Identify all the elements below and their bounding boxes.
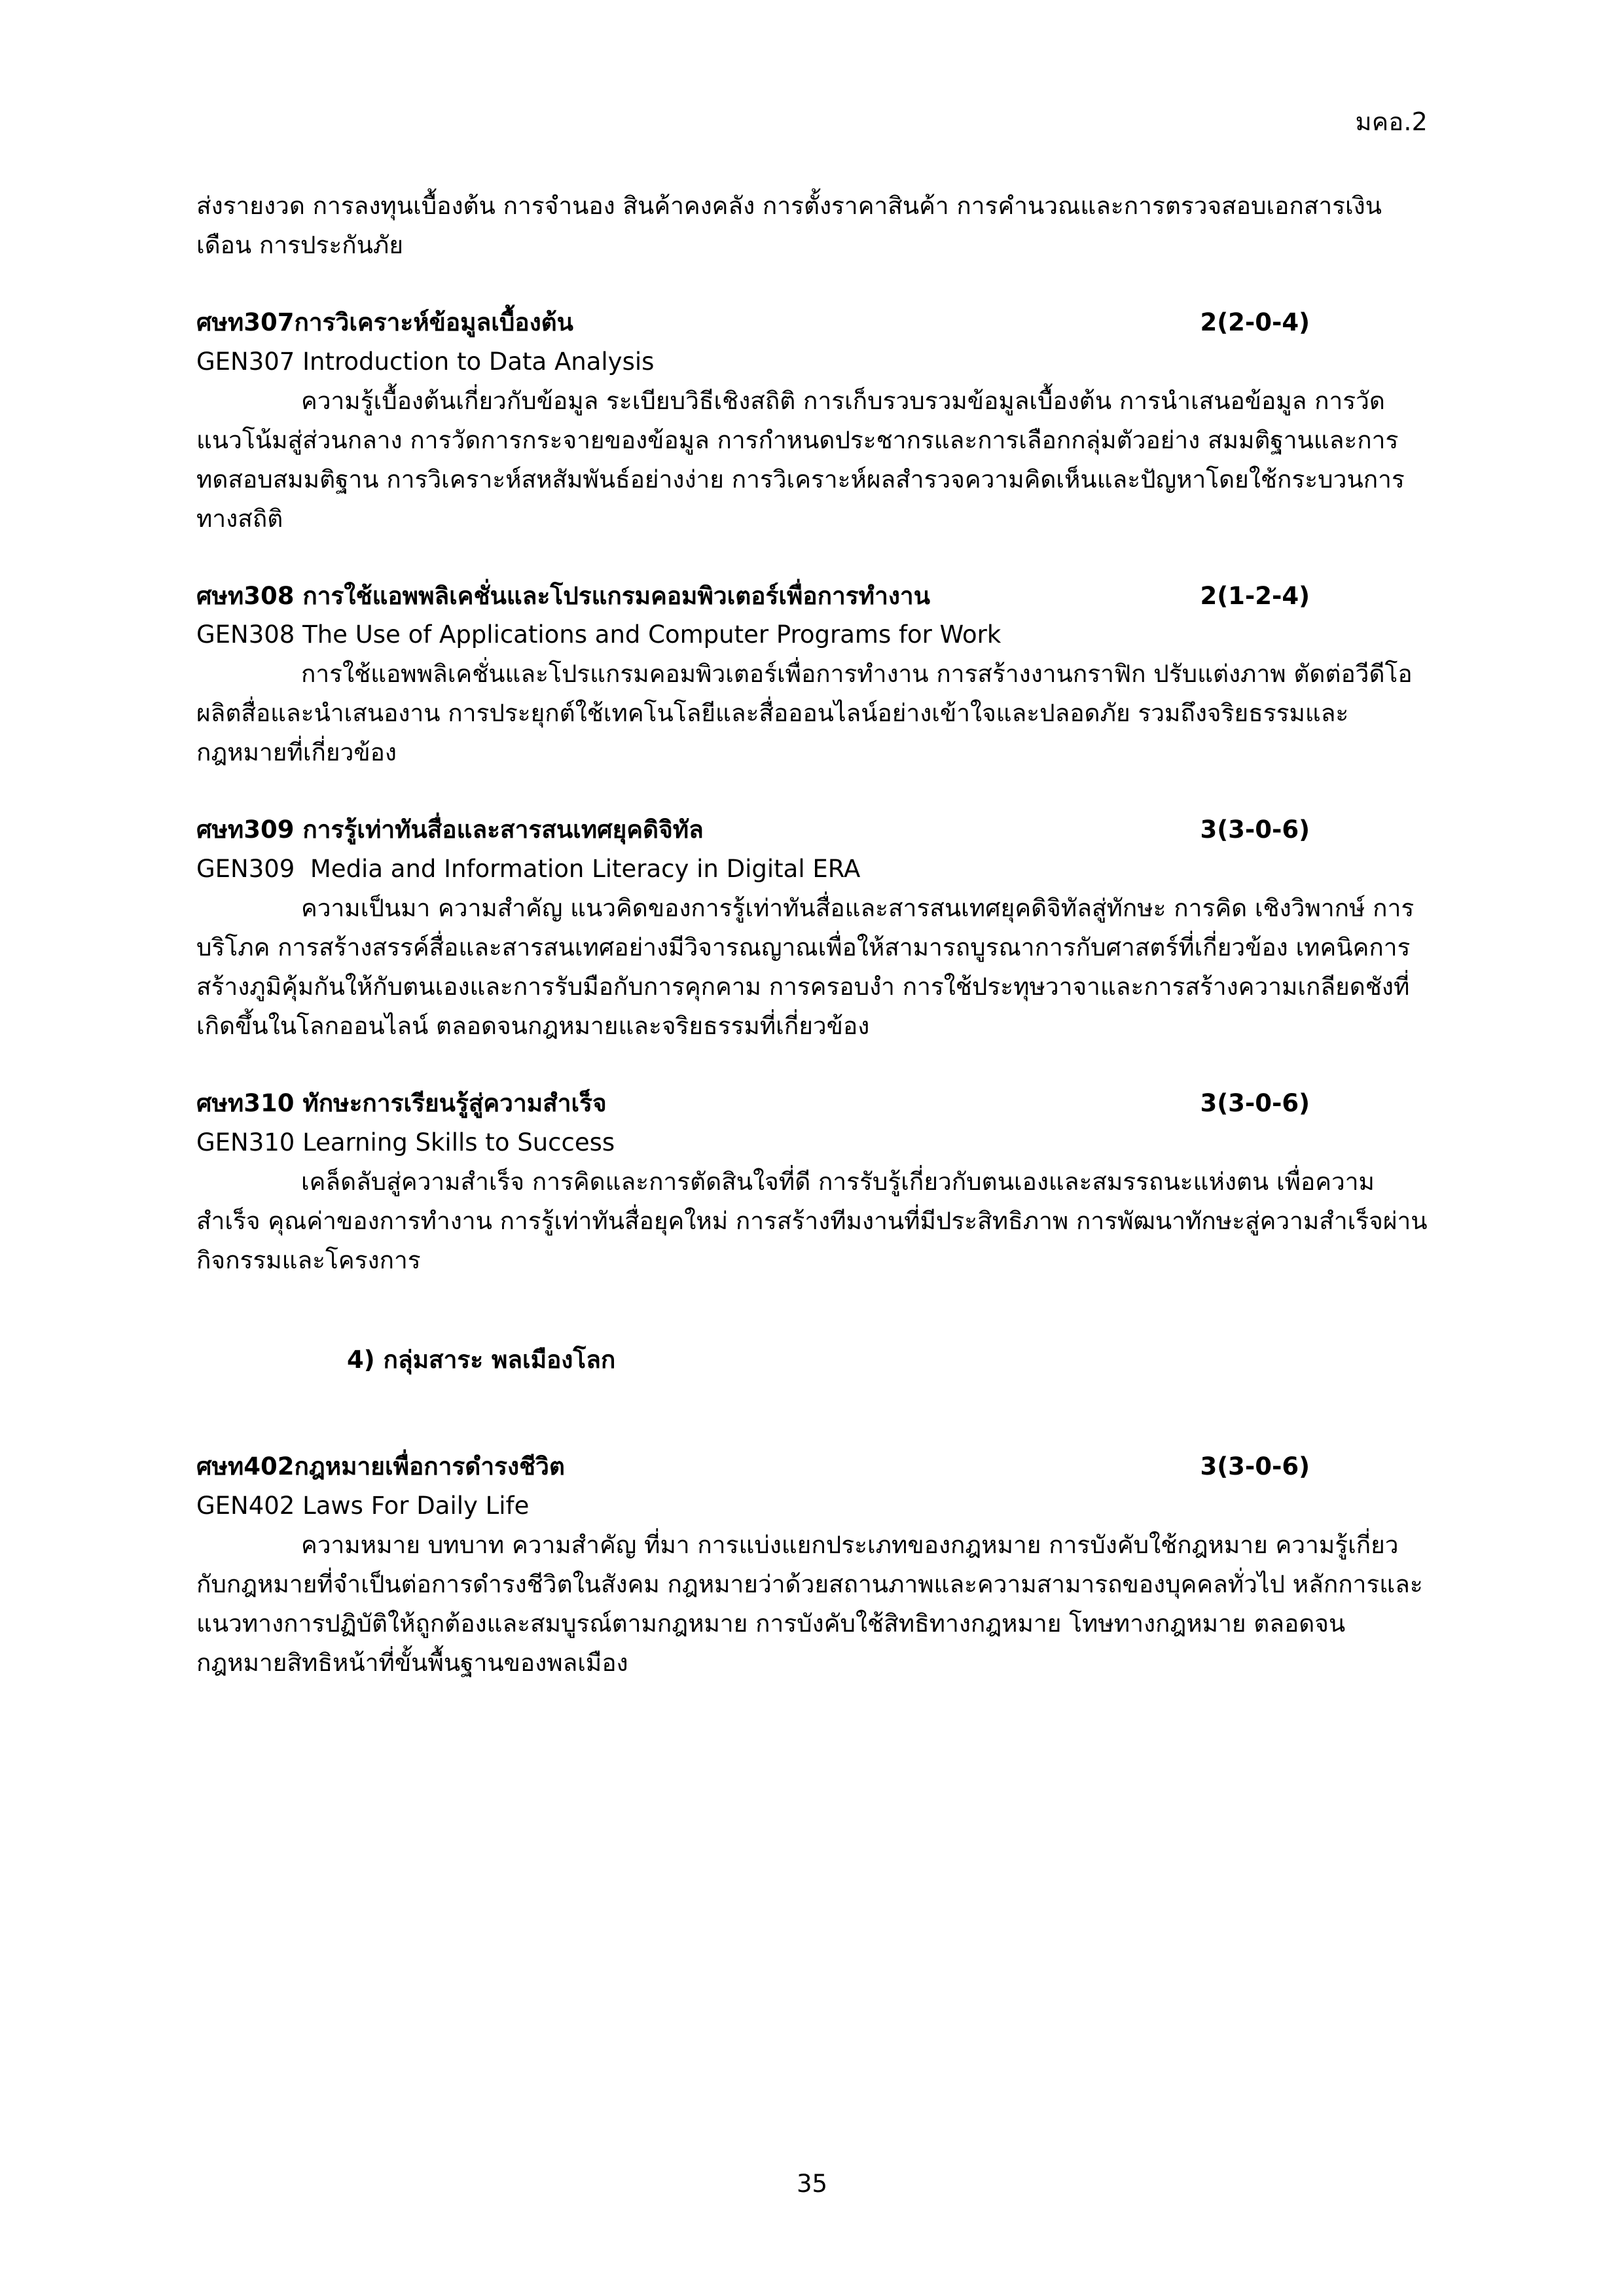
section-group-heading: 4) กลุ่มสาระ พลเมืองโลก — [347, 1345, 616, 1374]
course-credits: 3(3-0-6) — [1200, 816, 1310, 844]
course-description: ความเป็นมา ความสำคัญ แนวคิดของการรู้เท่าทันสื่อและสารสนเทศยุคดิจิทัลสู่ทักษะ การคิด เชิงวิพากษ์ การบริโภค การสร้างสรรค์สื่อและสารสนเทศอย่างมีวิจารณญาณเพื่อให้สามารถบูรณาการกับศาสตร์ที่เกี่ยวข้อง เทคนิคการสร้างภูมิคุ้มกันให้กับตนเองและการรับมือกับการคุกคาม การครอบงำ การใช้ประทุษวาจาและการสร้างความเกลียดชังที่เกิดขึ้นในโลกออนไลน์ ตลอดจนกฎหมายและจริยธรรมที่เกี่ยวข้อง — [196, 894, 1415, 1040]
course-credits: 3(3-0-6) — [1200, 1088, 1310, 1117]
course-title-en-line — [196, 342, 1428, 382]
course-title-th: การใช้แอพพลิเคชั่นและโปรแกรมคอมพิวเตอร์เพื่อการทำงาน — [294, 581, 930, 610]
page-content — [196, 187, 1428, 1683]
course-description: เคล็ดลับสู่ความสำเร็จ การคิดและการตัดสินใจที่ดี การรับรู้เกี่ยวกับตนเองและสมรรถนะแห่งตน เพื่อความสำเร็จ คุณค่าของการทำงาน การรู้เท่าทันสื่อยุคใหม่ การสร้างทีมงานที่มีประสิทธิภาพ การพัฒนาทักษะสู่ความสำเร็จผ่านกิจกรรมและโครงการ — [196, 1167, 1428, 1274]
course-description: การใช้แอพพลิเคชั่นและโปรแกรมคอมพิวเตอร์เพื่อการทำงาน การสร้างงานกราฟิก ปรับแต่งภาพ ตัดต่อวีดีโอ ผลิตสื่อและนำเสนองาน การประยุกต์ใช้เทคโนโลยีและสื่อออนไลน์อย่างเข้าใจและปลอดภัย รวมถึงจริยธรรมและกฎหมายที่เกี่ยวข้อง — [196, 660, 1413, 767]
course-header — [196, 1447, 1428, 1486]
page-number: 35 — [796, 2170, 828, 2198]
course-code-en: GEN310 — [196, 1128, 295, 1157]
course-code-th: ศษท309 — [196, 816, 295, 844]
course-title-th: กฎหมายเพื่อการดำรงชีวิต — [294, 1452, 565, 1481]
course-code-th: ศษท402 — [196, 1452, 295, 1481]
course-title-en: Introduction to Data Analysis — [302, 347, 655, 376]
course-code-th: ศษท308 — [196, 581, 295, 610]
course-credits: 2(2-0-4) — [1200, 308, 1310, 336]
course-title-en: Media and Information Literacy in Digital ERA — [302, 855, 861, 884]
intro-paragraph: ส่งรายงวด การลงทุนเบื้องต้น การจำนอง สินค้าคงคลัง การตั้งราคาสินค้า การคำนวณและการตรวจสอบเอกสารเงินเดือน การประกันภัย — [196, 192, 1382, 259]
course-title-en-line — [196, 1123, 1428, 1162]
course-title-th: การวิเคราะห์ข้อมูลเบื้องต้น — [294, 308, 573, 336]
spacer — [196, 1379, 1428, 1409]
course-code-en: GEN402 — [196, 1492, 295, 1520]
course-block-gen308 — [196, 577, 1428, 773]
course-block-gen402 — [196, 1447, 1428, 1683]
course-header — [196, 303, 1428, 342]
course-header — [196, 810, 1428, 850]
course-credits: 3(3-0-6) — [1200, 1452, 1310, 1481]
course-credits: 2(1-2-4) — [1200, 581, 1310, 610]
course-block-gen310 — [196, 1084, 1428, 1280]
course-title-en-line — [196, 1486, 1428, 1526]
course-title-en: Laws For Daily Life — [302, 1492, 530, 1520]
course-block-gen309 — [196, 810, 1428, 1046]
course-title-en-line — [196, 615, 1428, 655]
course-description: ความรู้เบื้องต้นเกี่ยวกับข้อมูล ระเบียบวิธีเชิงสถิติ การเก็บรวบรวมข้อมูลเบื้องต้น การนำเสนอข้อมูล การวัดแนวโน้มสู่ส่วนกลาง การวัดการกระจายของข้อมูล การกำหนดประชากรและการเลือกกลุ่มตัวอย่าง สมมติฐานและการทดสอบสมมติฐาน การวิเคราะห์สหสัมพันธ์อย่างง่าย การวิเคราะห์ผลสำรวจความคิดเห็นและปัญหาโดยใช้กระบวนการทางสถิติ — [196, 386, 1405, 533]
page-header-mark: มคอ.2 — [1355, 107, 1428, 136]
course-header — [196, 1084, 1428, 1123]
course-title-th: ทักษะการเรียนรู้สู่ความสำเร็จ — [294, 1088, 607, 1117]
course-title-en: Learning Skills to Success — [302, 1128, 615, 1157]
course-code-th: ศษท307 — [196, 308, 295, 336]
course-block-gen307 — [196, 303, 1428, 539]
course-header — [196, 577, 1428, 616]
course-code-en: GEN308 — [196, 620, 295, 649]
course-title-en-line — [196, 850, 1428, 889]
course-description: ความหมาย บทบาท ความสำคัญ ที่มา การแบ่งแยกประเภทของกฎหมาย การบังคับใช้กฎหมาย ความรู้เกี่ยวกับกฎหมายที่จำเป็นต่อการดำรงชีวิตในสังคม กฎหมายว่าด้วยสถานภาพและความสามารถของบุคคลทั่วไป หลักการและแนวทางการปฏิบัติให้ถูกต้องและสมบูรณ์ตามกฎหมาย การบังคับใช้สิทธิทางกฎหมาย โทษทางกฎหมาย ตลอดจนกฎหมายสิทธิหน้าที่ขั้นพื้นฐานของพลเมือง — [196, 1531, 1423, 1677]
course-title-th: การรู้เท่าทันสื่อและสารสนเทศยุคดิจิทัล — [294, 816, 704, 844]
course-code-en: GEN309 — [196, 855, 295, 884]
course-code-th: ศษท310 — [196, 1088, 295, 1117]
course-title-en: The Use of Applications and Computer Programs for Work — [302, 620, 1001, 649]
course-code-en: GEN307 — [196, 347, 295, 376]
